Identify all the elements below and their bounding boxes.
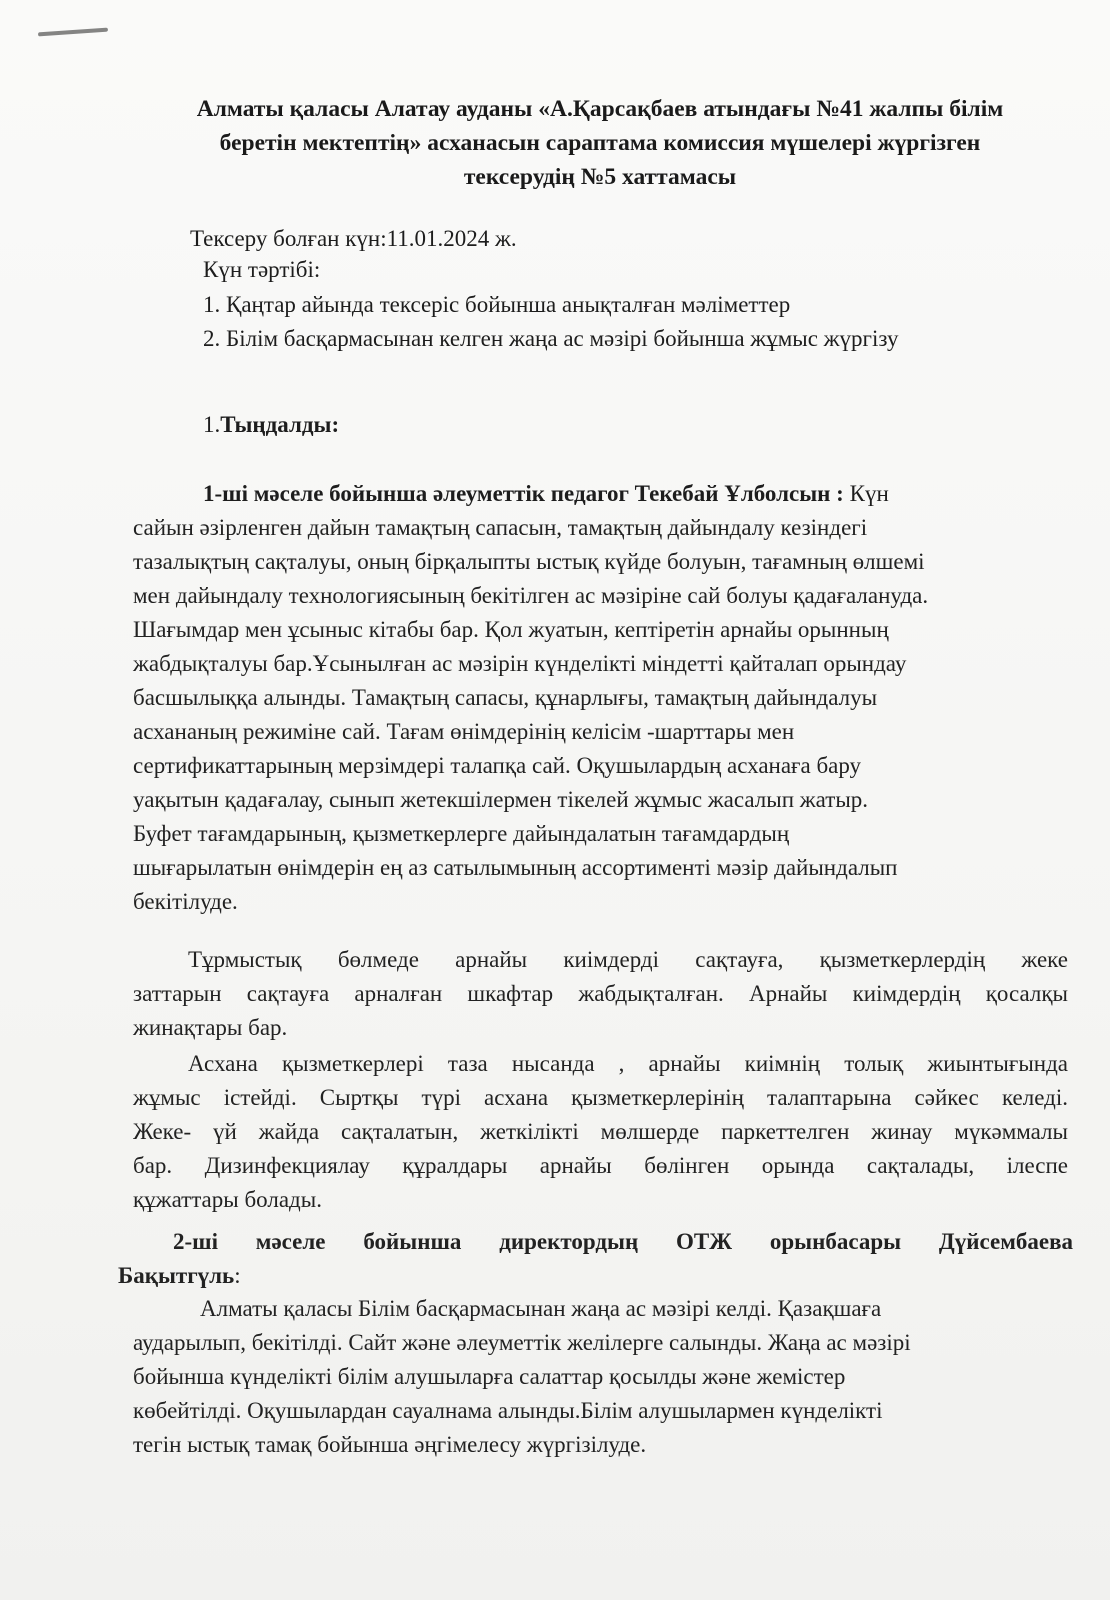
issue1-line: бекітілуде. [133,889,238,914]
issue2-line: тегін ыстық тамақ бойынша әңгімелесу жүргізілуде. [133,1432,647,1457]
issue2-paragraph [133,1292,1063,1462]
issue1-p3-line: Асхана қызметкерлері таза нысанда , арнайы киімнің толық жиынтығында [188,1051,1068,1076]
inspection-date: Тексеру болған күн:11.01.2024 ж. [190,226,517,251]
issue1-p3-line: жұмыс істейді. Сыртқы түрі асхана қызметкерлерінің талаптарына сәйкес келеді. [133,1085,1068,1110]
issue1-line: мен дайындалу технологиясының бекітілген ас мәзіріне сай болуы қадағалануда. [133,583,929,608]
issue1-paragraph-2 [133,943,1068,1045]
issue2-line: көбейтілді. Оқушылардан сауалнама алынды.Білім алушылармен күнделікті [133,1398,883,1423]
title-line-2: беретін мектептің» асханасын сараптама комиссия мүшелері жүргізген [219,130,981,156]
issue1-p3-line: Жеке- үй жайда сақталатын, жеткілікті мөлшерде паркеттелген жинау мүкәммалы [133,1119,1068,1144]
issue2-speaker-line-2: Бақытгүль [118,1263,235,1288]
title-line-1: Алматы қаласы Алатау ауданы «А.Қарсақбаев атындағы №41 жалпы білім [196,96,1004,122]
issue2-speaker [118,1225,1073,1293]
agenda-label: Күн тәртібі: [203,257,321,282]
issue2-speaker-colon: : [234,1263,241,1288]
issue1-paragraph-1 [133,511,1053,919]
title-line-3: тексерудің №5 хаттамасы [463,164,737,190]
issue1-line: Буфет тағамдарының, қызметкерлерге дайындалатын тағамдардың [133,821,790,846]
issue1-line: сайын әзірленген дайын тамақтың сапасын, тамақтың дайындалу кезіндегі [133,515,868,540]
issue1-line: сертификаттарының мерзімдері талапқа сай. Оқушылардың асханаға бару [133,753,862,778]
issue1-line: асхананың режиміне сай. Тағам өнімдерінің келісім -шарттары мен [133,719,795,744]
issue2-line: бойынша күнделікті білім алушыларға салаттар қосылды және жемістер [133,1364,846,1389]
issue1-paragraph-3 [133,1047,1068,1217]
issue2-line: Алматы қаласы Білім басқармасынан жаңа ас мәзірі келді. Қазақшаға [200,1296,882,1321]
issue1-line: жабдықталуы бар.Ұсынылған ас мәзірін күнделікті міндетті қайталап орындау [133,651,907,676]
document-title [120,92,1080,194]
issue1-p2-line: жинақтары бар. [133,1015,288,1040]
issue1-first-line-rest: Күн [843,481,889,506]
issue1-p2-line: заттарын сақтауға арналған шкафтар жабдықталған. Арнайы киімдердің қосалқы [133,981,1068,1006]
issue2-speaker-line-2-wrap [118,1259,1073,1293]
issue1-p3-line: бар. Дизинфекциялау құралдары арнайы бөлінген орында сақталады, ілеспе [133,1153,1068,1178]
pencil-mark [38,28,108,37]
agenda-item-2: 2. Білім басқармасынан келген жаңа ас мәзірі бойынша жұмыс жүргізу [203,326,899,351]
section-title: Тыңдалды: [220,412,340,437]
issue1-line: Шағымдар мен ұсыныс кітабы бар. Қол жуатын, кептіретін арнайы орынның [133,617,889,642]
issue1-line: тазалықтың сақталуы, оның бірқалыпты ыстық күйде болуын, тағамның өлшемі [133,549,925,574]
agenda-item-1: 1. Қаңтар айында тексеріс бойынша анықталған мәліметтер [203,292,791,317]
issue2-line: аударылып, бекітілді. Сайт және әлеуметтік желілерге салынды. Жаңа ас мәзірі [133,1330,911,1355]
issue1-line: шығарылатын өнімдерін ең аз сатылымының ассортименті мәзір дайындалып [133,855,898,880]
issue1-first-line [203,477,889,511]
issue1-p3-line: құжаттары болады. [133,1187,322,1212]
section-heading [203,408,339,442]
issue1-speaker: 1-ші мәселе бойынша әлеуметтік педагог Текебай Ұлболсын : [203,481,844,506]
issue1-line: басшылыққа алынды. Тамақтың сапасы, құнарлығы, тамақтың дайындалуы [133,685,878,710]
issue2-speaker-line-1: 2-ші мәселе бойынша директордың ОТЖ орынбасары Дүйсембаева [173,1229,1073,1254]
section-number: 1. [203,412,221,437]
issue1-line: уақытын қадағалау, сынып жетекшілермен тікелей жұмыс жасалып жатыр. [133,787,869,812]
issue1-p2-line: Тұрмыстық бөлмеде арнайы киімдерді сақтауға, қызметкерлердің жеке [188,947,1068,972]
